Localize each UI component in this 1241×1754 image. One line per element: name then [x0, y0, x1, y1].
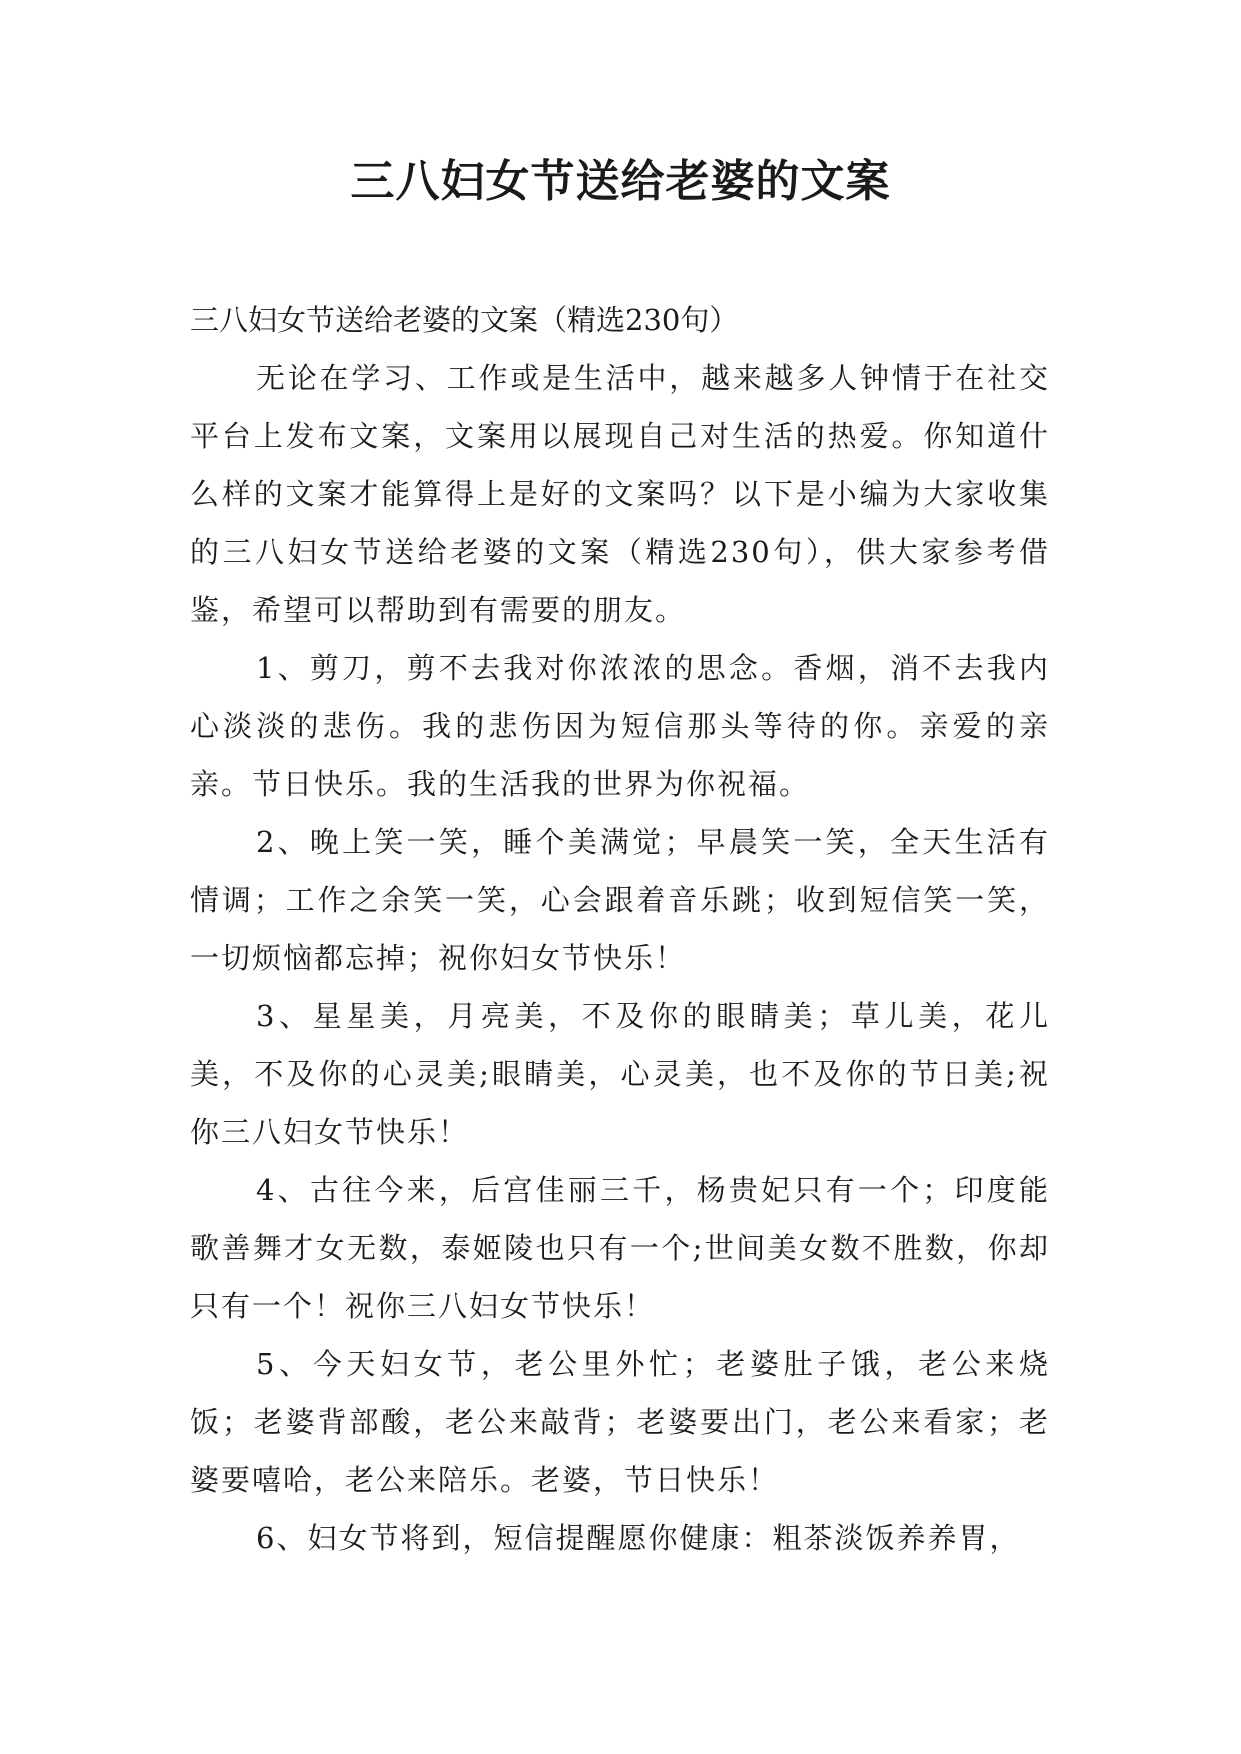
quote-paragraph-2: 2、晚上笑一笑，睡个美满觉；早晨笑一笑，全天生活有情调；工作之余笑一笑，心会跟着音乐跳；收到短信笑一笑，一切烦恼都忘掉；祝你妇女节快乐！ [190, 825, 1050, 975]
document-subtitle: 三八妇女节送给老婆的文案（精选230句） [190, 303, 739, 337]
quote-paragraph-4: 4、古往今来，后宫佳丽三千，杨贵妃只有一个；印度能歌善舞才女无数，泰姬陵也只有一个;世间美女数不胜数，你却只有一个！祝你三八妇女节快乐！ [190, 1173, 1050, 1323]
quote-paragraph-5: 5、今天妇女节，老公里外忙；老婆肚子饿，老公来烧饭；老婆背部酸，老公来敲背；老婆要出门，老公来看家；老婆要嘻哈，老公来陪乐。老婆，节日快乐！ [190, 1347, 1050, 1497]
quote-paragraph-3: 3、星星美，月亮美，不及你的眼睛美；草儿美，花儿美，不及你的心灵美;眼睛美，心灵美，也不及你的节日美;祝你三八妇女节快乐！ [190, 999, 1050, 1149]
quote-paragraph-6: 6、妇女节将到，短信提醒愿你健康：粗茶淡饭养养胃， [256, 1521, 1021, 1555]
document-title: 三八妇女节送给老婆的文案 [350, 156, 891, 207]
document-body [190, 291, 1050, 1567]
intro-paragraph: 无论在学习、工作或是生活中，越来越多人钟情于在社交平台上发布文案，文案用以展现自己对生活的热爱。你知道什么样的文案才能算得上是好的文案吗？以下是小编为大家收集的三八妇女节送给老婆的文案（精选230句），供大家参考借鉴，希望可以帮助到有需要的朋友。 [190, 361, 1050, 627]
quote-paragraph-1: 1、剪刀，剪不去我对你浓浓的思念。香烟，消不去我内心淡淡的悲伤。我的悲伤因为短信那头等待的你。亲爱的亲亲。节日快乐。我的生活我的世界为你祝福。 [190, 651, 1050, 801]
